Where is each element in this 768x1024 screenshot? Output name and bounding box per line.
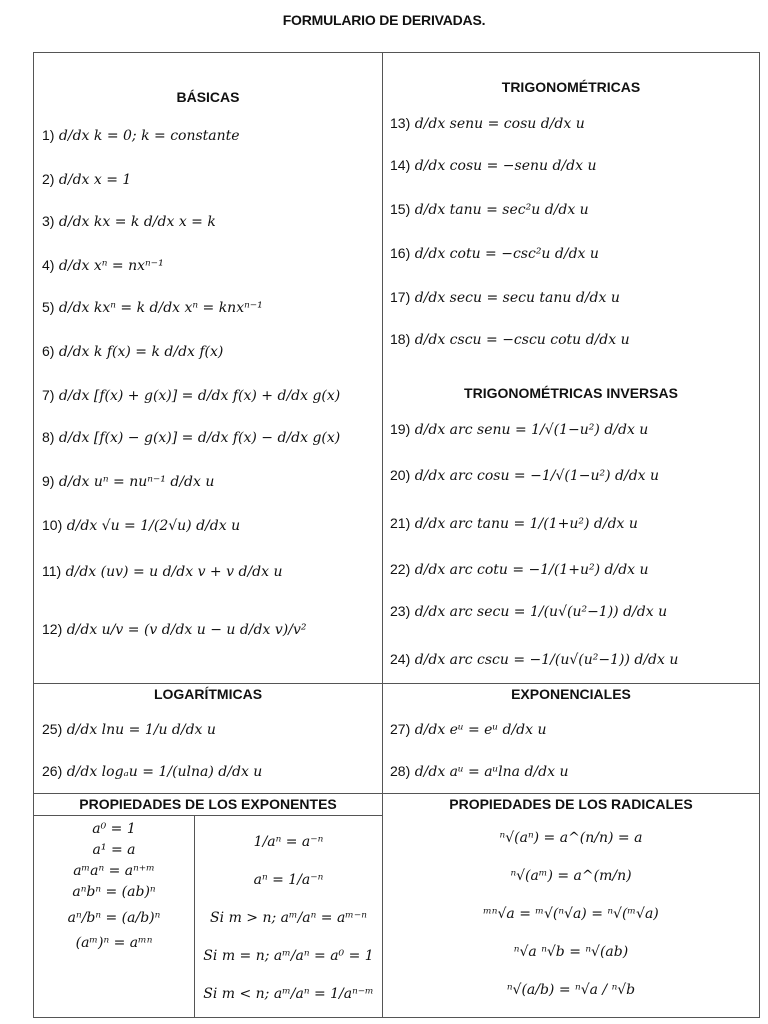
formula-item: aⁿ = 1/a⁻ⁿ: [253, 872, 324, 888]
formula-item: (aᵐ)ⁿ = aᵐⁿ: [75, 935, 153, 951]
list-basicas: [42, 121, 378, 681]
list-prop-radicales: [383, 819, 759, 1009]
list-exponenciales: [390, 711, 756, 791]
section-title-trig-inversas: TRIGONOMÉTRICAS INVERSAS: [464, 385, 678, 401]
formula-item: a¹ = a: [92, 842, 136, 858]
formula-item: 6) d/dx k f(x) = k d/dx f(x): [42, 343, 224, 360]
formula-item: Si m = n; aᵐ/aⁿ = a⁰ = 1: [203, 948, 374, 964]
list-trigonometricas: [390, 109, 756, 359]
formula-item: 8) d/dx [f(x) − g(x)] = d/dx f(x) − d/dx g(x): [42, 429, 341, 446]
formula-item: 14) d/dx cosu = −senu d/dx u: [390, 157, 597, 174]
section-title-exponenciales: EXPONENCIALES: [511, 686, 631, 702]
formula-item: 26) d/dx logₐu = 1/(ulna) d/dx u: [42, 763, 263, 780]
section-title-prop-exponentes: PROPIEDADES DE LOS EXPONENTES: [79, 796, 337, 812]
formula-item: Si m > n; aᵐ/aⁿ = aᵐ⁻ⁿ: [210, 910, 367, 926]
formula-item: 28) d/dx aᵘ = aᵘlna d/dx u: [390, 763, 569, 780]
formula-item: 24) d/dx arc cscu = −1/(u√(u²−1)) d/dx u: [390, 651, 679, 668]
formula-item: 22) d/dx arc cotu = −1/(1+u²) d/dx u: [390, 561, 649, 578]
formula-item: ⁿ√(aᵐ) = a^(m/n): [510, 868, 632, 884]
formula-item: 15) d/dx tanu = sec²u d/dx u: [390, 201, 589, 218]
formula-item: 2) d/dx x = 1: [42, 171, 132, 188]
list-prop-exponentes-left: [34, 819, 194, 954]
formula-item: ᵐⁿ√a = ᵐ√(ⁿ√a) = ⁿ√(ᵐ√a): [483, 906, 659, 922]
document-title: FORMULARIO DE DERIVADAS.: [282, 12, 486, 28]
formula-item: 11) d/dx (uv) = u d/dx v + v d/dx u: [42, 563, 283, 580]
formula-item: aⁿbⁿ = (ab)ⁿ: [72, 884, 156, 900]
formula-item: 10) d/dx √u = 1/(2√u) d/dx u: [42, 517, 241, 534]
formula-sheet: [33, 52, 760, 1018]
formula-item: Si m < n; aᵐ/aⁿ = 1/aⁿ⁻ᵐ: [203, 986, 374, 1002]
formula-item: 27) d/dx eᵘ = eᵘ d/dx u: [390, 721, 547, 738]
section-title-prop-radicales: PROPIEDADES DE LOS RADICALES: [449, 796, 693, 812]
formula-item: 21) d/dx arc tanu = 1/(1+u²) d/dx u: [390, 515, 638, 532]
section-title-logaritmicas: LOGARÍTMICAS: [153, 686, 263, 702]
formula-item: 20) d/dx arc cosu = −1/√(1−u²) d/dx u: [390, 467, 660, 484]
formula-item: a⁰ = 1: [92, 821, 136, 837]
formula-item: 13) d/dx senu = cosu d/dx u: [390, 115, 585, 132]
formula-item: 3) d/dx kx = k d/dx x = k: [42, 213, 216, 230]
formula-item: 18) d/dx cscu = −cscu cotu d/dx u: [390, 331, 630, 348]
list-trig-inversas: [390, 415, 756, 681]
formula-item: 1/aⁿ = a⁻ⁿ: [253, 834, 324, 850]
formula-item: 1) d/dx k = 0; k = constante: [42, 127, 240, 144]
formula-item: 12) d/dx u/v = (v d/dx u − u d/dx v)/v²: [42, 621, 307, 638]
formula-item: 4) d/dx xⁿ = nxⁿ⁻¹: [42, 257, 164, 274]
divider-prop-exp-sub: [34, 815, 382, 816]
formula-item: aᵐaⁿ = aⁿ⁺ᵐ: [73, 863, 155, 879]
formula-item: 19) d/dx arc senu = 1/√(1−u²) d/dx u: [390, 421, 649, 438]
list-prop-exponentes-right: [195, 823, 382, 1013]
formula-item: 25) d/dx lnu = 1/u d/dx u: [42, 721, 216, 738]
formula-item: ⁿ√a ⁿ√b = ⁿ√(ab): [513, 944, 629, 960]
divider-logs: [34, 683, 759, 684]
divider-properties: [34, 793, 759, 794]
formula-item: 16) d/dx cotu = −csc²u d/dx u: [390, 245, 599, 262]
formula-item: 17) d/dx secu = secu tanu d/dx u: [390, 289, 620, 306]
formula-item: aⁿ/bⁿ = (a/b)ⁿ: [67, 910, 161, 926]
formula-item: ⁿ√(aⁿ) = a^(n/n) = a: [499, 830, 643, 846]
list-logaritmicas: [42, 711, 378, 791]
section-title-basicas: BÁSICAS: [176, 89, 240, 105]
formula-item: 9) d/dx uⁿ = nuⁿ⁻¹ d/dx u: [42, 473, 215, 490]
formula-item: ⁿ√(a/b) = ⁿ√a / ⁿ√b: [506, 982, 636, 998]
formula-item: 23) d/dx arc secu = 1/(u√(u²−1)) d/dx u: [390, 603, 668, 620]
formula-item: 7) d/dx [f(x) + g(x)] = d/dx f(x) + d/dx g(x): [42, 387, 341, 404]
section-title-trigonometricas: TRIGONOMÉTRICAS: [501, 79, 641, 95]
formula-item: 5) d/dx kxⁿ = k d/dx xⁿ = knxⁿ⁻¹: [42, 299, 263, 316]
